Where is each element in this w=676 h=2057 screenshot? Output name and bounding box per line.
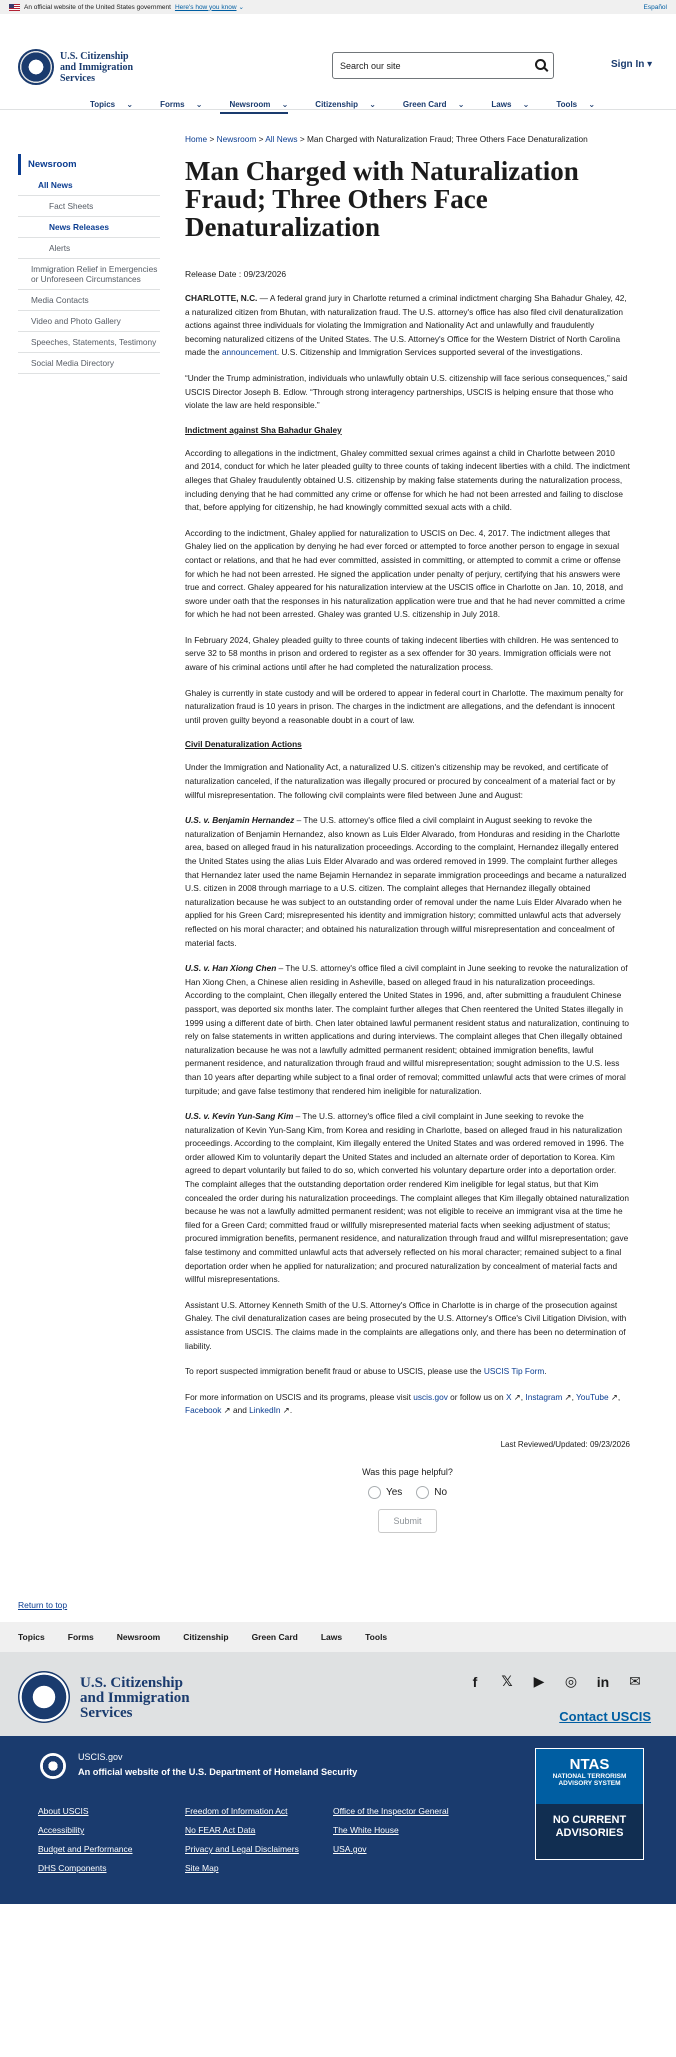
sidebar-item-social[interactable]: Social Media Directory	[18, 353, 160, 374]
return-to-top-link[interactable]: Return to top	[18, 1599, 68, 1610]
sidebar-item-all-news[interactable]: All News	[18, 175, 160, 196]
breadcrumb-all-news[interactable]: All News	[265, 134, 298, 144]
footer-gov-text: USCIS.gov An official website of the U.S. Department of Homeland Security	[78, 1751, 358, 1777]
sidebar-item-news-releases[interactable]: News Releases	[18, 217, 160, 238]
youtube-icon[interactable]: ▶	[533, 1673, 545, 1690]
release-date: Release Date : 09/23/2026	[185, 269, 287, 279]
footer-link[interactable]: No FEAR Act Data	[185, 1824, 256, 1835]
email-icon[interactable]: ✉	[629, 1673, 641, 1690]
page-title: Man Charged with Naturalization Fraud; Three Others Face Denaturalization	[185, 156, 579, 242]
search-input[interactable]: Search our site	[332, 52, 554, 79]
footer-nav-laws[interactable]: Laws	[320, 1631, 343, 1642]
tip-form-link[interactable]: USCIS Tip Form	[483, 1366, 545, 1377]
topnav-newsroom[interactable]: Newsroom ⌄	[211, 100, 297, 109]
contact-uscis-link[interactable]: Contact USCIS	[559, 1708, 651, 1724]
site-header	[0, 14, 676, 110]
gov-banner	[0, 0, 676, 14]
x-icon[interactable]: 𝕏	[501, 1673, 513, 1690]
announcement-link[interactable]: announcement	[221, 347, 277, 358]
feedback-submit-button[interactable]: Submit	[378, 1509, 436, 1533]
facebook-link[interactable]: Facebook	[185, 1405, 222, 1416]
us-flag-icon	[9, 4, 20, 11]
paragraph: Under the Immigration and Nationality Act, a naturalized U.S. citizen's citizenship may be revoked, and certificate of naturalization canceled, if the naturalization was illegally procured or procured by concealment of a material fact or by willful misrepresentation. The following civil complaints were filed between June and August:	[185, 762, 616, 800]
linkedin-link[interactable]: LinkedIn	[249, 1405, 281, 1416]
section-heading: Civil Denaturalization Actions	[185, 739, 302, 750]
social-links	[461, 1668, 649, 1696]
footer-identifier	[0, 1736, 676, 1904]
feedback-yes-radio[interactable]: Yes	[368, 1486, 402, 1499]
topnav-topics[interactable]: Topics ⌄	[89, 100, 134, 109]
breadcrumb: Home > Newsroom > All News > Man Charged with Naturalization Fraud; Three Others Face Denaturalization	[185, 134, 588, 144]
main-content	[160, 134, 646, 1573]
footer-link[interactable]: Freedom of Information Act	[185, 1805, 288, 1816]
external-link-icon: ↗	[280, 1405, 290, 1416]
paragraph: According to the indictment, Ghaley applied for naturalization to USCIS on Dec. 4, 2017. The indictment alleges that Ghaley lied on the application by denying he had ever forced or attempted to force another person to engage in sexual contact or relations, and that he had ever committed, assisted in committing, or attempted to commit a crime or offense for which he had not been arrested. He signed the application under penalty of perjury, certifying that his answers were true and correct. Ghaley appeared for his naturalization interview at the USCIS office in Charlotte on Jan. 10, 2018, and swore under oath that the responses in his naturalization application were true and that he had never committed a crime for which he had not been arrested. Ghaley was granted U.S. citizenship in July 2018.	[185, 527, 625, 620]
youtube-link[interactable]: YouTube	[576, 1391, 609, 1402]
topnav-citizenship[interactable]: Citizenship ⌄	[315, 100, 376, 109]
top-navigation	[0, 100, 676, 109]
footer-link[interactable]: Accessibility	[38, 1824, 85, 1835]
footer-link[interactable]: Site Map	[185, 1862, 219, 1873]
footer-links-col2	[185, 1806, 299, 1882]
instagram-link[interactable]: Instagram	[525, 1391, 563, 1402]
sidebar-item-media[interactable]: Media Contacts	[18, 290, 160, 311]
paragraph: In February 2024, Ghaley pleaded guilty to three counts of taking indecent liberties with children. He was sentenced to serve 32 to 58 months in prison and ordered to register as a sex offender for 30 years. Immigration officials were not aware of his criminal actions until after he had completed the naturalization process.	[185, 634, 619, 673]
return-to-top	[0, 1600, 676, 1610]
sidebar-item-fact-sheets[interactable]: Fact Sheets	[18, 196, 160, 217]
ntas-title: NTAS	[569, 1755, 610, 1773]
chevron-down-icon: ▾	[647, 59, 653, 70]
sign-in-button[interactable]: Sign In ▾	[611, 59, 653, 70]
footer-links-col3	[333, 1806, 449, 1863]
feedback-question: Was this page helpful?	[362, 1466, 453, 1477]
case-paragraph: U.S. v. Han Xiong Chen – The U.S. attorney's office filed a civil complaint in June seeking to revoke the naturalization of Han Xiong Chen, a Chinese alien residing in Asheville, based on alleged fraud in his naturalization proceedings. According to the complaint, Chen illegally entered the United States in 1996, and, after submitting a fraudulent Chinese passport, was deported six months later. The complaint further alleges that Chen reentered the United States illegally in 1999 using a different date of birth. Chen later obtained lawful permanent resident status and naturalization, continuing to rely on false statements in written applications and during interviews. The complaint alleges that Chen illegally obtained naturalization because he was not a lawfully admitted permanent resident; obtained immigration benefits, lawful permanent residence, and naturalization through fraud and willful misrepresentation; sought admission to the U.S. less than 10 years after departing while subject to a final order of removal; committed unlawful acts that were crimes of moral turpitude; and gave false testimony that rendered him ineligible for naturalization.	[185, 963, 630, 1096]
external-link-icon: ↗	[511, 1391, 521, 1402]
chevron-down-icon: ⌄	[238, 4, 244, 11]
linkedin-icon[interactable]: in	[596, 1673, 610, 1690]
footer-links-col1	[38, 1806, 133, 1882]
footer-link[interactable]: USA.gov	[333, 1843, 367, 1854]
paragraph: According to allegations in the indictment, Ghaley committed sexual crimes against a child in Charlotte between 2010 and 2014, conduct for which he later pleaded guilty to three counts of taking indecent liberties with a child. The indictment alleges that Ghaley fraudulently obtained U.S. citizenship by making false statements during the naturalization process, including denying that he had committed any crime or offense for which he had not been arrested and failing to disclose that, before applying for citizenship, he had knowingly committed sexual acts with a child.	[185, 447, 630, 513]
search-icon[interactable]	[535, 59, 546, 70]
dhs-seal-icon	[40, 1753, 66, 1779]
breadcrumb-current: Man Charged with Naturalization Fraud; Three Others Face Denaturalization	[307, 134, 588, 144]
sidebar-item-relief[interactable]: Immigration Relief in Emergencies or Unforeseen Circumstances	[18, 259, 160, 290]
topnav-green-card[interactable]: Green Card ⌄	[402, 100, 465, 109]
breadcrumb-home[interactable]: Home	[185, 134, 208, 144]
footer-nav-topics[interactable]: Topics	[18, 1631, 45, 1642]
topnav-forms[interactable]: Forms ⌄	[160, 100, 203, 109]
uscis-logo[interactable]	[18, 49, 133, 85]
facebook-icon[interactable]: f	[472, 1673, 478, 1690]
paragraph: Ghaley is currently in state custody and will be ordered to appear in federal court in Charlotte. The maximum penalty for naturalization fraud is 10 years in prison. The charges in the indictment are allegations, and the defendant is innocent until proven guilty beyond a reasonable doubt in a court of law.	[185, 687, 624, 725]
dhs-link[interactable]: U.S. Department of Homeland Security	[188, 1766, 358, 1777]
paragraph: “Under the Trump administration, individuals who unlawfully obtain U.S. citizenship will face serious consequences,” said USCIS Director Joseph B. Edlow. “Through strong interagency partnerships, USCIS is helping ensure that those who violate the law are held responsible.”	[185, 372, 628, 411]
section-heading: Indictment against Sha Bahadur Ghaley	[185, 424, 342, 435]
topnav-tools[interactable]: Tools ⌄	[556, 100, 596, 109]
sidebar-item-speeches[interactable]: Speeches, Statements, Testimony	[18, 332, 160, 353]
paragraph: Assistant U.S. Attorney Kenneth Smith of the U.S. Attorney's Office in Charlotte is in charge of the prosecution against Ghaley. The civil denaturalization cases are being prosecuted by the U.S. Attorney's Office's Civil Litigation Division, with assistance from USCIS. The claims made in the complaints are allegations only, and there has been no determination of liability.	[185, 1299, 627, 1351]
sidebar-item-alerts[interactable]: Alerts	[18, 238, 160, 259]
sidebar-item-newsroom[interactable]: Newsroom	[18, 154, 160, 175]
dhs-seal-icon	[18, 1671, 70, 1723]
language-link[interactable]: Español	[643, 3, 667, 11]
footer-link[interactable]: Budget and Performance	[38, 1843, 133, 1854]
side-navigation	[0, 134, 160, 1573]
topnav-laws[interactable]: Laws ⌄	[491, 100, 530, 109]
footer-link[interactable]: DHS Components	[38, 1862, 107, 1873]
case-paragraph: U.S. v. Benjamin Hernandez – The U.S. attorney's office filed a civil complaint in August seeking to revoke the naturalization of Benjamin Hernandez, also known as Luis Elder Alvarado, from Honduras and residing in the Charlotte area, based on alleged fraud in his naturalization proceedings. According to the complaint, Hernandez illegally entered the United States using the alias Luis Elder Alvarado and was ordered removed in 1999. The complaint further alleges that Hernandez later used the name Bejamin Hernandez in separate immigration proceedings and became a naturalized U.S. citizen in 2008 through marriage to a U.S. citizen. The complaint alleges that Hernandez illegally obtained naturalization because he was subject to an outstanding order of removal under the name Luis Elder Alvarado when he applied for his Green Card; misrepresented his identity and immigration history; committed unlawful acts that adversely reflected on his moral character; and obtained his naturalization through willful misrepresentation and concealment of material facts.	[185, 815, 627, 948]
paragraph: For more information on USCIS and its programs, please visit uscis.gov or follow us on X ↗, Instagram ↗, YouTube ↗, Facebook ↗ and LinkedIn ↗.	[185, 1391, 621, 1416]
footer-nav-citizenship[interactable]: Citizenship	[183, 1631, 229, 1642]
external-link-icon: ↗	[221, 1405, 231, 1416]
uscis-gov-link[interactable]: uscis.gov	[413, 1391, 448, 1402]
paragraph: To report suspected immigration benefit fraud or abuse to USCIS, please use the USCIS Tip Form.	[185, 1366, 547, 1377]
last-reviewed: Last Reviewed/Updated: 09/23/2026	[500, 1439, 630, 1449]
footer-navigation	[0, 1622, 676, 1652]
x-link[interactable]: X	[505, 1391, 512, 1402]
footer-nav-newsroom[interactable]: Newsroom	[116, 1631, 161, 1642]
paragraph: CHARLOTTE, N.C. — A federal grand jury in Charlotte returned a criminal indictment charging Sha Bahadur Ghaley, 42, a naturalized citizen from Bhutan, with naturalization fraud. The U.S. attorney's office has also filed civil denaturalization actions against three individuals for violating the Immigration and Nationality Act and unlawfully and fraudulently becoming naturalized citizens of the United States. The U.S. Attorney's Office for the Western District of North Carolina made the announcement. U.S. Citizenship and Immigration Services supported several of the investigations.	[185, 293, 627, 358]
instagram-icon[interactable]: ◎	[564, 1673, 578, 1690]
footer-nav-green-card[interactable]: Green Card	[251, 1631, 298, 1642]
footer-logo-text[interactable]: U.S. Citizenship and Immigration Services	[80, 1674, 190, 1721]
dhs-seal-icon	[18, 49, 54, 85]
feedback-widget	[185, 1467, 630, 1533]
external-link-icon: ↗	[608, 1391, 618, 1402]
footer-link[interactable]: Privacy and Legal Disclaimers	[185, 1843, 299, 1854]
footer-link[interactable]: The White House	[333, 1824, 399, 1835]
footer-nav-forms[interactable]: Forms	[67, 1631, 94, 1642]
how-you-know-link[interactable]: Here's how you know	[174, 3, 237, 11]
case-paragraph: U.S. v. Kevin Yun-Sang Kim – The U.S. attorney's office filed a civil complaint in June seeking to revoke the naturalization of Kevin Yun-Sang Kim, from Korea and residing in Charlotte, based on alleged fraud in his naturalization proceedings. According to the complaint, Kim illegally entered the United States and was ordered removed in 1996. The order allowed Kim to voluntarily depart the United States and included an alternate order of deportation to Korea. Kim agreed to depart voluntarily but failed to do so, which converted his voluntary departure order into a deportation order. The complaint alleges that the outstanding deportation order rendered Kim ineligible for legal status, but that Kim concealed the order during his naturalization proceedings. The complaint alleges that Kim illegally obtained naturalization because he was not a lawfully admitted permanent resident; was not eligible to receive an immigrant visa at the time he filed for a Green Card; committed fraud or willfully misrepresented material facts when seeking adjustment of status; procured immigration benefits, permanent residence, and naturalization through fraud and willful misrepresentation; gave false testimony and committed unlawful acts that adversely reflected on his moral character; remained subject to a final deportation order when he applied for naturalization; and procured naturalization by concealment of material facts and willful misrepresentations.	[185, 1111, 630, 1285]
external-link-icon: ↗	[562, 1391, 572, 1402]
logo-text: U.S. Citizenship and Immigration Services	[60, 50, 134, 84]
footer-nav-tools[interactable]: Tools	[365, 1631, 388, 1642]
sidebar-item-video[interactable]: Video and Photo Gallery	[18, 311, 160, 332]
feedback-no-radio[interactable]: No	[416, 1486, 447, 1499]
footer-branding	[0, 1652, 676, 1736]
breadcrumb-newsroom[interactable]: Newsroom	[216, 134, 257, 144]
gov-banner-text: An official website of the United States government	[24, 3, 171, 11]
footer-link[interactable]: About USCIS	[38, 1805, 89, 1816]
ntas-badge[interactable]: NTAS NATIONAL TERRORISM ADVISORY SYSTEM NO CURRENT ADVISORIES	[535, 1748, 644, 1860]
footer-link[interactable]: Office of the Inspector General	[333, 1805, 449, 1816]
